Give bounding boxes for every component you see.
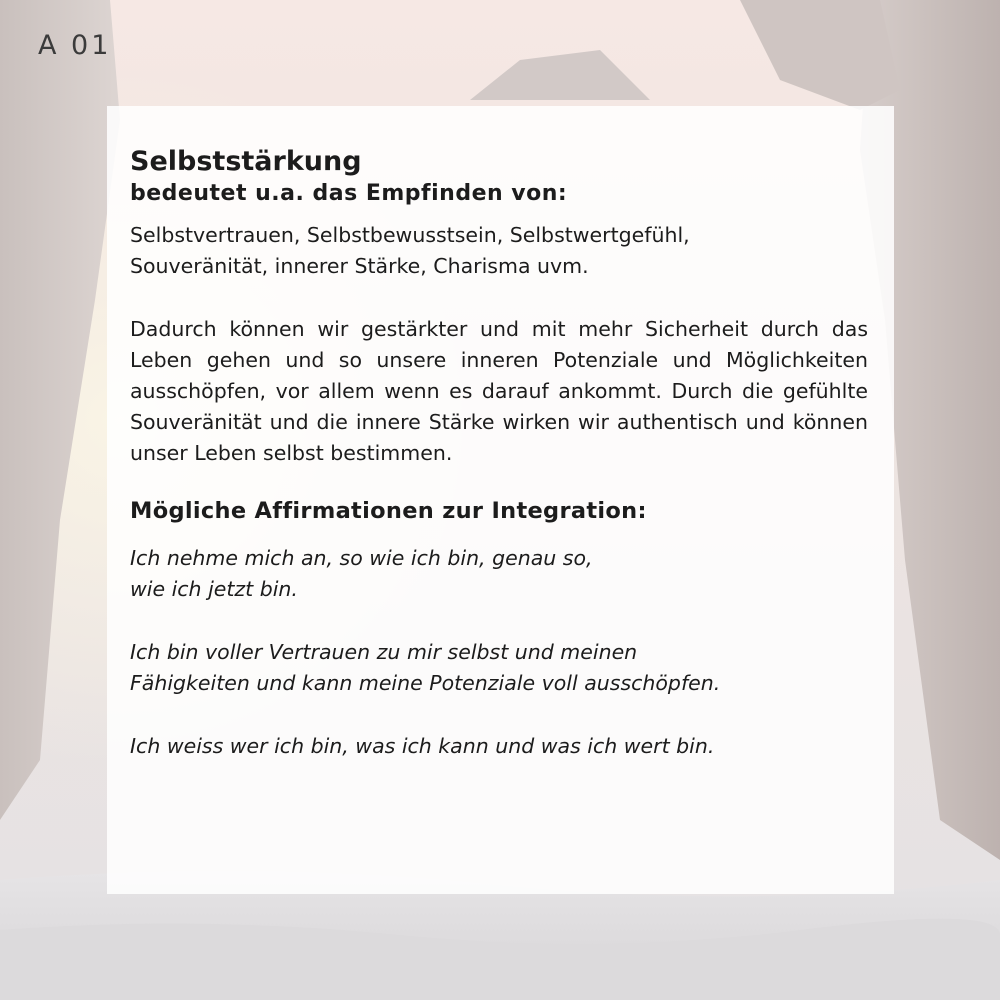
affirmation-3-line-1: Ich weiss wer ich bin, was ich kann und was ich wert bin. (130, 734, 715, 758)
card-subtitle: bedeutet u.a. das Empfinden von: (130, 181, 568, 206)
affirmation-2-line-2: Fähigkeiten und kann meine Potenziale voll ausschöpfen. (130, 671, 721, 695)
affirmation-1-line-2: wie ich jetzt bin. (130, 577, 298, 601)
content-card (107, 106, 894, 894)
description-paragraph: Dadurch können wir gestärkter und mit mehr Sicherheit durch das Leben gehen und so unsere inneren Potenziale und Möglichkeiten ausschöpfen, vor allem wenn es darauf ankommt. Durch die gefühlte Souveränität und die innere Stärke wirken wir authentisch und können unser Leben selbst bestimmen. (130, 317, 868, 465)
qualities-line-1: Selbstvertrauen, Selbstbewusstsein, Selbstwertgefühl, (130, 223, 690, 247)
page-code-label: A 01 (38, 30, 112, 61)
affirmations-heading: Mögliche Affirmationen zur Integration: (130, 498, 647, 524)
qualities-line-2: Souveränität, innerer Stärke, Charisma uvm. (130, 254, 589, 278)
card-title: Selbststärkung (130, 146, 362, 177)
affirmation-2-line-1: Ich bin voller Vertrauen zu mir selbst und meinen (130, 640, 638, 664)
affirmation-1-line-1: Ich nehme mich an, so wie ich bin, genau so, (130, 546, 593, 570)
